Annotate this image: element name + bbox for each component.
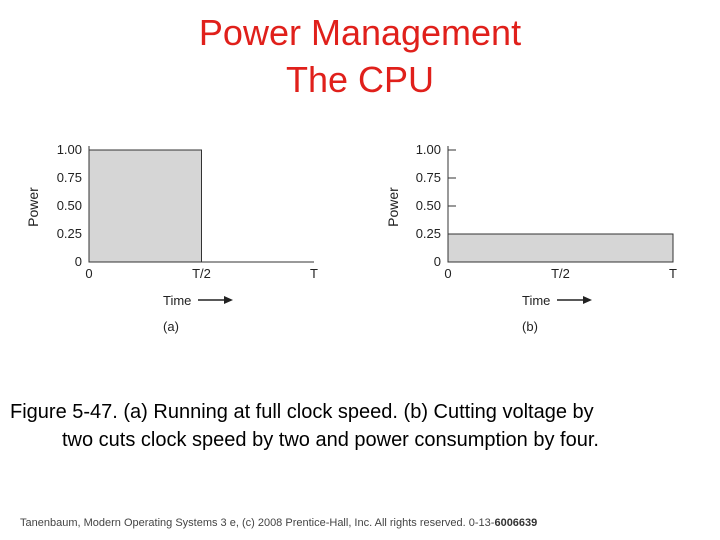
panel-label-a: (a) [163,319,179,334]
x-axis-label-b: Time [522,293,551,308]
y-tick-label-b-4: 1.00 [415,142,441,157]
y-tick-label-b-0: 0 [433,254,441,269]
x-tick-label-a-1: T/2 [192,266,211,281]
x-axis-label-a: Time [163,293,192,308]
x-tick-label-b-0: 0 [444,266,452,281]
power-bar-a-0 [89,150,202,262]
y-tick-label-b-1: 0.25 [415,226,441,241]
x-tick-label-b-1: T/2 [551,266,570,281]
y-tick-label-a-1: 0.25 [56,226,82,241]
x-tick-label-a-2: T [310,266,318,281]
footer-text: Tanenbaum, Modern Operating Systems 3 e, (c) 2008 Prentice-Hall, Inc. All rights reserved. 0-13- [20,517,495,529]
y-axis-label-b: Power [385,187,401,227]
panel-label-b: (b) [522,319,538,334]
y-tick-label-a-3: 0.75 [56,170,82,185]
caption-line-1: Figure 5-47. (a) Running at full clock speed. (b) Cutting voltage by [10,401,594,423]
chart-panel-b [385,142,677,334]
y-tick-label-b-2: 0.50 [415,198,441,213]
caption-line-2: two cuts clock speed by two and power consumption by four. [62,429,599,451]
y-tick-label-a-0: 0 [74,254,82,269]
time-arrow-icon-a [224,296,233,304]
chart-panel-a [25,142,318,334]
x-tick-label-b-2: T [669,266,677,281]
slide-title-line-2: The CPU [285,59,435,100]
footer-isbn: 6006639 [494,517,538,529]
y-tick-label-a-4: 1.00 [56,142,82,157]
x-tick-label-a-0: 0 [85,266,93,281]
y-tick-label-b-3: 0.75 [415,170,441,185]
time-arrow-icon-b [583,296,592,304]
slide-title-line-1: Power Management [198,12,522,53]
y-tick-label-a-2: 0.50 [56,198,82,213]
power-bar-b-0 [448,234,673,262]
copyright-footer [20,517,537,529]
y-axis-label-a: Power [25,187,41,227]
